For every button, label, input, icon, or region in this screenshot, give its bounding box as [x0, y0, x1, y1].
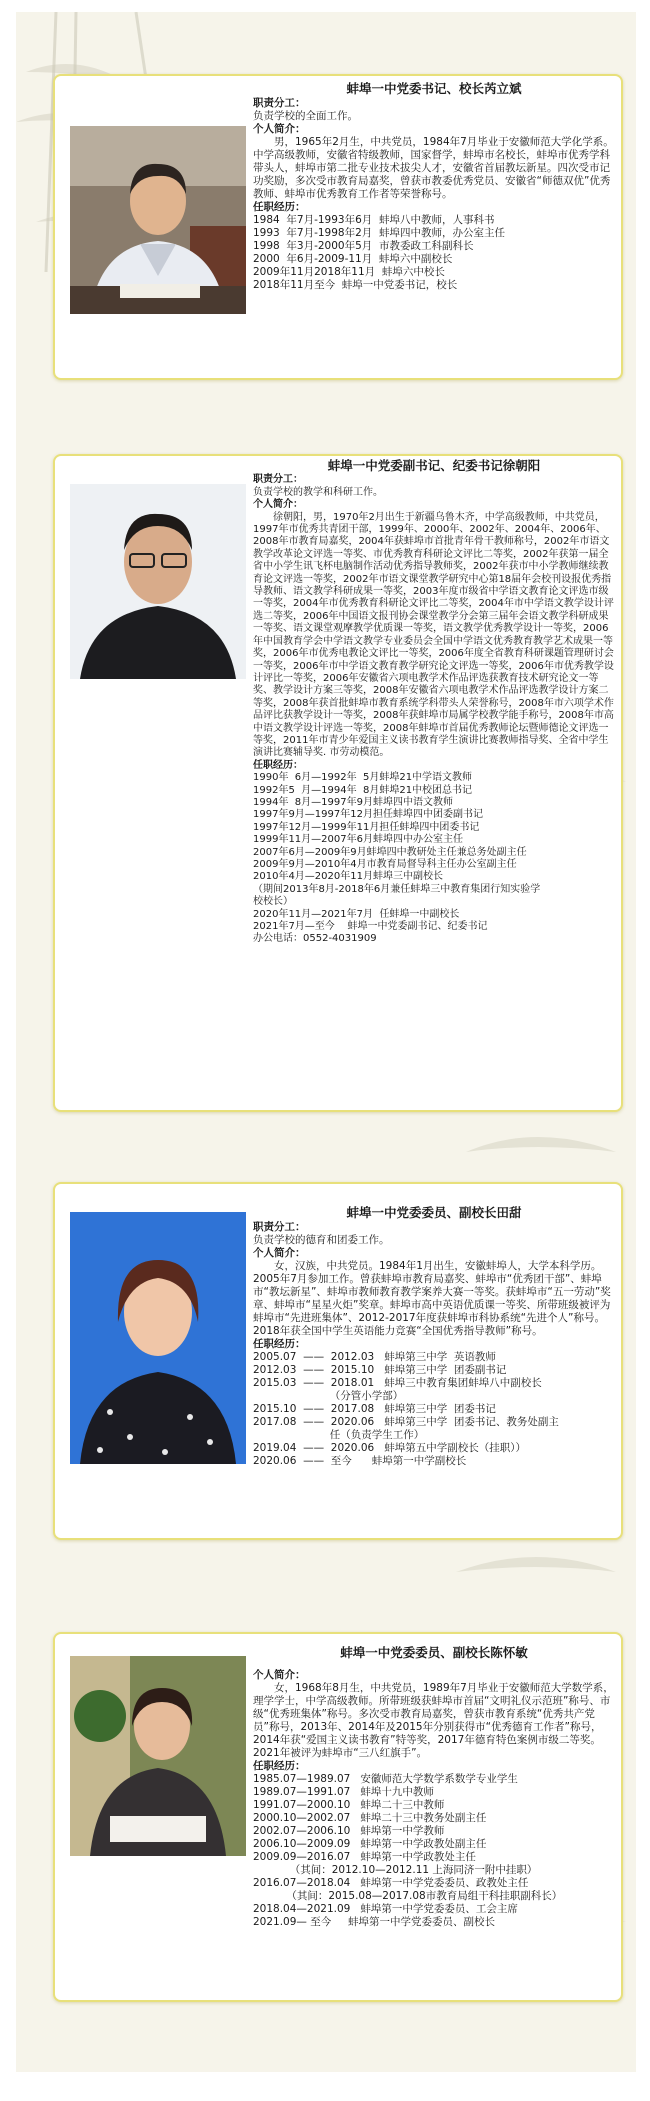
- profile-title: 蚌埠一中党委副书记、纪委书记徐朝阳: [327, 458, 541, 473]
- resume-item: 校校长）: [253, 896, 293, 908]
- duty-text: 负责学校的全面工作。: [253, 110, 358, 122]
- profile-card-2: [53, 454, 623, 1112]
- profile-title: 蚌埠一中党委委员、副校长田甜: [346, 1205, 522, 1220]
- resume-label: 任职经历：: [253, 201, 306, 213]
- bio-text: 女，汉族，中共党员。1984年1月出生，安徽蚌埠人，大学本科学历。2005年7月参加工作。曾获蚌埠市教育局嘉奖、蚌埠市“优秀团干部”、蚌埠市“教坛新星”、蚌埠市教师教育教学案养大赛一等奖。获蚌埠市“五一劳动”奖章、蚌埠市“星星火炬”奖章。蚌埠市高中英语优质课一等奖、所带班级被评为蚌埠市“先进班集体”、2012-2017年度获蚌埠市科协系统“先进个人”称号。2018年获全国中学生英语能力竞赛“全国优秀指导教师”称号。: [253, 1260, 611, 1337]
- resume-item: 2016.07—2018.04 蚌埠第一中学党委委员、政教处主任: [253, 1877, 529, 1889]
- resume-item: 2005.07 —— 2012.03 蚌埠第三中学 英语教师: [253, 1351, 496, 1363]
- resume-item: 1993 年7月-1998年2月 蚌埠四中教师，办公室主任: [253, 227, 505, 239]
- portrait-icon: [70, 1212, 246, 1464]
- resume-item: 2018.04—2021.09 蚌埠第一中学党委委员、工会主席: [253, 1903, 518, 1915]
- profile-title: 蚌埠一中党委书记、校长芮立斌: [346, 81, 522, 96]
- resume-item: 2019.04 —— 2020.06 蚌埠第五中学副校长（挂职））: [253, 1442, 526, 1454]
- resume-item: 1997年9月—1997年12月担任蚌埠四中团委副书记: [253, 809, 483, 821]
- resume-item: 1997年12月—1999年11月担任蚌埠四中团委书记: [253, 821, 480, 833]
- duty-text: 负责学校的德育和团委工作。: [253, 1234, 390, 1246]
- office-phone: 办公电话：0552-4031909: [253, 933, 377, 945]
- resume-item: 2000 年6月-2009-11月 蚌埠六中副校长: [253, 253, 453, 265]
- resume-item: 2000.10—2002.07 蚌埠二十三中教务处副主任: [253, 1812, 487, 1824]
- duty-label: 职责分工：: [253, 97, 306, 109]
- resume-item: 1991.07—2000.10 蚌埠二十三中教师: [253, 1799, 445, 1811]
- resume-item: 2009年9月—2010年4月市教育局督导科主任办公室副主任: [253, 859, 517, 870]
- profile-card-4: [53, 1632, 623, 2002]
- portrait-photo: [70, 126, 246, 314]
- portrait-icon: [70, 484, 246, 679]
- resume-item: 2021.09— 至今 蚌埠第一中学党委委员、副校长: [253, 1916, 495, 1928]
- resume-item: 2006.10—2009.09 蚌埠第一中学政教处副主任: [253, 1838, 487, 1850]
- resume-item: （其间：2015.08—2017.08市教育局组干科挂职副科长）: [253, 1890, 563, 1902]
- resume-item: 2009年11月2018年11月 蚌埠六中校长: [253, 266, 445, 278]
- resume-item: （分管小学部）: [253, 1390, 404, 1402]
- portrait-photo: [70, 1212, 246, 1464]
- resume-item: 2010年4月—2020年11月蚌埠三中副校长: [253, 871, 443, 883]
- resume-item: 2020.06 —— 至今 蚌埠第一中学副校长: [253, 1455, 467, 1467]
- resume-item: 1989.07—1991.07 蚌埠十九中教师: [253, 1786, 434, 1798]
- portrait-photo: [70, 484, 246, 679]
- portrait-icon: [70, 1656, 246, 1856]
- resume-item: 1994年 8月—1997年9月蚌埠四中语文教师: [253, 796, 453, 808]
- duty-label: 职责分工：: [253, 474, 303, 486]
- resume-item: 2020年11月—2021年7月 任蚌埠一中副校长: [253, 908, 460, 920]
- portrait-photo: [70, 1656, 246, 1856]
- resume-item: 2002.07—2006.10 蚌埠第一中学教师: [253, 1825, 445, 1837]
- bio-label: 个人简介：: [253, 1247, 306, 1259]
- duty-text: 负责学校的教学和科研工作。: [253, 486, 383, 498]
- resume-item: 2015.03 —— 2018.01 蚌埠三中教育集团蚌埠八中副校长: [253, 1377, 542, 1389]
- resume-item: （期间2013年8月-2018年6月兼任蚌埠三中教育集团行知实验学: [253, 883, 541, 895]
- resume-label: 任职经历：: [253, 1760, 306, 1772]
- resume-item: 1992年5 月—1994年 8月蚌埠21中校团总书记: [253, 784, 473, 796]
- resume-list: [253, 1351, 615, 1468]
- resume-list: [253, 214, 615, 292]
- resume-item: 1985.07—1989.07 安徽师范大学数学系数学专业学生: [253, 1773, 518, 1785]
- resume-item: 2007年6月—2009年9月蚌埠四中教研处主任兼总务处副主任: [253, 846, 527, 858]
- bio-label: 个人简介：: [253, 123, 306, 135]
- bio-label: 个人简介：: [253, 1669, 306, 1681]
- resume-item: 2018年11月至今 蚌埠一中党委书记，校长: [253, 279, 458, 291]
- resume-item: （其间：2012.10—2012.11 上海同济一附中挂职）: [253, 1864, 538, 1876]
- resume-label: 任职经历：: [253, 1338, 306, 1350]
- resume-item: 2017.08 —— 2020.06 蚌埠第三中学 团委书记、教务处副主: [253, 1416, 559, 1428]
- resume-item: 任（负责学生工作）: [253, 1429, 425, 1441]
- resume-item: 1990年 6月—1992年 5月蚌埠21中学语文教师: [253, 772, 473, 784]
- bio-text: 男，1965年2月生，中共党员，1984年7月毕业于安徽师范大学化学系。中学高级教师，安徽省特级教师，国家督学，蚌埠市名校长，蚌埠市优秀学科带头人，蚌埠市第二批专业技术拔尖人才，安徽省首届教坛新星。四次受市记功奖励，多次受市教育局嘉奖，曾获市教委优秀党员、安徽省“师德双优”优秀教师、蚌埠市优秀教育工作者等荣誉称号。: [253, 136, 614, 200]
- resume-item: 1999年11月—2007年6月蚌埠四中办公室主任: [253, 834, 463, 846]
- bio-text: 女，1968年8月生，中共党员，1989年7月毕业于安徽师范大学数学系，理学学士，中学高级教师。所带班级获蚌埠市首届“文明礼仪示范班”称号、市级“优秀班集体”称号。多次受市教育局嘉奖，曾获市教育系统“优秀共产党员”称号，2013年、2014年及2015年分别获得市“优秀德育工作者”称号，2014年获“爱国主义读书教育”特等奖，2017年德育特色案例市级二等奖。2021年被评为蚌埠市“三八红旗手”。: [253, 1682, 614, 1759]
- profile-title: 蚌埠一中党委委员、副校长陈怀敏: [340, 1645, 528, 1660]
- bio-text: 徐朝阳，男，1970年2月出生于新疆乌鲁木齐，中学高级教师，中共党员，1997年市优秀共青团干部，1999年、2000年、2002年、2004年、2006年、2008年市教育局嘉奖，2004年获蚌埠市首批青年骨干教师称号，2002年市语文教学改革论文评选一等奖、市优秀教育科研论文评比二等奖，2002年获第一届全省中小学生讯飞杯电脑制作活动优秀指导教师奖，2002年获市中小学教师继续教育论文评选一等奖，2002年市语文课堂教学研究中心第18届年会校刊设报优秀指导教师、语文教学科研成果一等奖，2003年度市级省中学语文教育论文评选市级一等奖，2004年市优秀教育科研论文评比二等奖，2004年市中学语文教学设计评选二等奖，2006年中国语文报刊协会课堂教学分会第三届年会语文教学科研成果一等奖、语文课堂观摩教学优质课一等奖，语文教学优秀教学设计一等奖，2006年中国教育学会中学语文教学专业委员会全国中学语文优秀教育教学艺术成果一等奖，2006年市优秀电教论文评比一等奖，2006年度全省教育科研课题管理研讨会一等奖，2006年市中学语文教育教学研究论文评选一等奖，2006年市优秀教学设计评比一等奖，2006年安徽省六项电教学术作品评选获教育技术研究论文一等奖、教学设计方案三等奖，2008年安徽省六项电教学术作品评选教学设计方案二等奖，2008年获首批蚌埠市教育系统学科带头人荣誉称号，2008年市六项学术作品评比获教学设计一等奖，2008年获蚌埠市局属学校教学能手称号，2008年市高中语文教学设计评选一等奖，2008年蚌埠市首届优秀教师论坛暨师德论文评选一等奖，2011年市青少年爱国主义读书教育学生演讲比赛教师指导奖、全省中学生演讲比赛辅导奖. 市劳动模范。: [253, 511, 614, 759]
- resume-item: 2015.10 —— 2017.08 蚌埠第三中学 团委书记: [253, 1403, 496, 1415]
- resume-list: [253, 1773, 615, 1929]
- page-background: [16, 12, 636, 2072]
- resume-item: 2012.03 —— 2015.10 蚌埠第三中学 团委副书记: [253, 1364, 507, 1376]
- duty-label: 职责分工：: [253, 1221, 306, 1233]
- portrait-icon: [70, 126, 246, 314]
- resume-item: 2009.09—2016.07 蚌埠第一中学政教处主任: [253, 1851, 476, 1863]
- resume-list: [253, 772, 615, 946]
- resume-label: 任职经历：: [253, 759, 303, 771]
- profile-card-3: [53, 1182, 623, 1540]
- resume-item: 2021年7月—至今 蚌埠一中党委副书记、纪委书记: [253, 921, 488, 933]
- resume-item: 1984 年7月-1993年6月 蚌埠八中教师，人事科书: [253, 214, 495, 226]
- resume-item: 1998 年3月-2000年5月 市教委政工科副科长: [253, 240, 474, 252]
- profile-card-1: [53, 74, 623, 380]
- bio-label: 个人简介：: [253, 499, 303, 511]
